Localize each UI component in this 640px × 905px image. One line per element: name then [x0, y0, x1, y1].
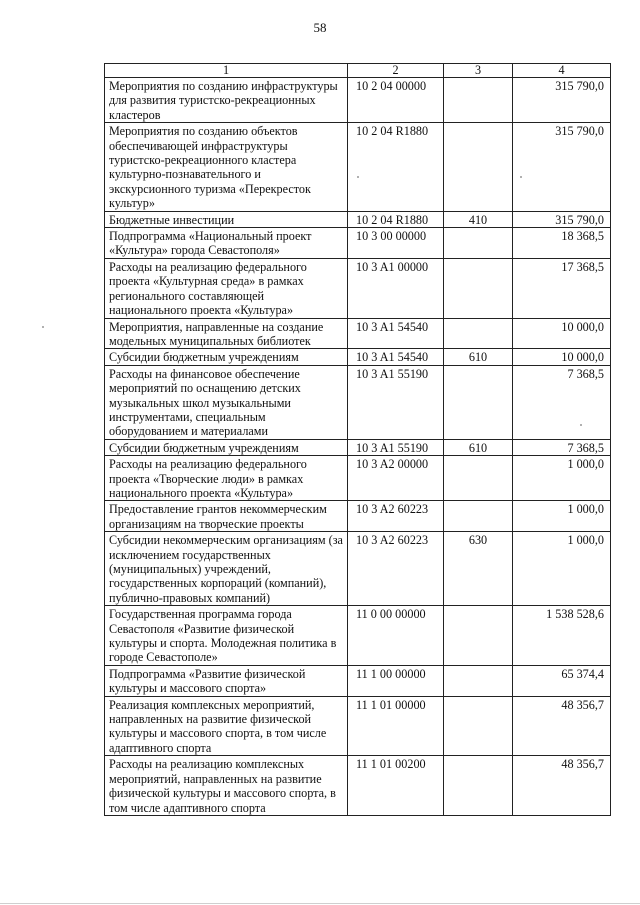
cell-vr [444, 123, 513, 211]
cell-vr [444, 365, 513, 439]
table-header-row [105, 64, 611, 78]
table-row [105, 365, 611, 439]
table-row [105, 501, 611, 532]
table-row [105, 123, 611, 211]
cell-vr: 410 [444, 211, 513, 227]
scan-edge-line [0, 903, 640, 904]
cell-name: Субсидии некоммерческим организациям (за исключением государственных (муниципальных) учреждений, государственных корпораций (компаний), публично-правовых компаний) [105, 532, 348, 606]
cell-code: 10 2 04 R1880 [348, 123, 444, 211]
cell-name: Расходы на реализацию федерального проекта «Культурная среда» в рамках регионального составляющей национального проекта «Культура» [105, 258, 348, 318]
cell-code: 10 3 A1 55190 [348, 439, 444, 455]
cell-code: 10 3 A1 54540 [348, 318, 444, 349]
cell-code: 11 1 01 00200 [348, 756, 444, 816]
cell-code: 10 3 00 00000 [348, 228, 444, 259]
cell-name: Субсидии бюджетным учреждениям [105, 349, 348, 365]
cell-vr [444, 756, 513, 816]
cell-vr: 630 [444, 532, 513, 606]
cell-amount: 315 790,0 [513, 123, 611, 211]
cell-amount: 18 368,5 [513, 228, 611, 259]
header-col-3: 3 [444, 64, 513, 78]
cell-name: Предоставление грантов некоммерческим организациям на творческие проекты [105, 501, 348, 532]
scan-speck [580, 424, 582, 426]
cell-amount: 48 356,7 [513, 696, 611, 756]
cell-amount: 65 374,4 [513, 665, 611, 696]
cell-name: Мероприятия, направленные на создание модельных муниципальных библиотек [105, 318, 348, 349]
table-row [105, 78, 611, 123]
cell-amount: 1 000,0 [513, 501, 611, 532]
cell-code: 10 2 04 00000 [348, 78, 444, 123]
cell-code: 11 1 01 00000 [348, 696, 444, 756]
cell-name: Расходы на реализацию федерального проекта «Творческие люди» в рамках национального проекта «Культура» [105, 456, 348, 501]
cell-vr [444, 456, 513, 501]
cell-code: 10 3 A1 54540 [348, 349, 444, 365]
table-row [105, 228, 611, 259]
cell-amount: 1 000,0 [513, 456, 611, 501]
cell-code: 10 3 A2 00000 [348, 456, 444, 501]
cell-code: 11 1 00 00000 [348, 665, 444, 696]
cell-name: Реализация комплексных мероприятий, направленных на развитие физической культуры и массового спорта, в том числе адаптивного спорта [105, 696, 348, 756]
table-row [105, 756, 611, 816]
cell-vr [444, 665, 513, 696]
cell-code: 10 3 A1 55190 [348, 365, 444, 439]
table-row [105, 696, 611, 756]
cell-code: 10 2 04 R1880 [348, 211, 444, 227]
table-row [105, 439, 611, 455]
cell-amount: 1 538 528,6 [513, 606, 611, 666]
cell-name: Бюджетные инвестиции [105, 211, 348, 227]
cell-vr: 610 [444, 349, 513, 365]
cell-name: Субсидии бюджетным учреждениям [105, 439, 348, 455]
page-number: 58 [313, 20, 327, 35]
cell-vr [444, 258, 513, 318]
cell-amount: 10 000,0 [513, 349, 611, 365]
cell-vr [444, 696, 513, 756]
table-row [105, 456, 611, 501]
cell-amount: 10 000,0 [513, 318, 611, 349]
cell-code: 11 0 00 00000 [348, 606, 444, 666]
cell-amount: 7 368,5 [513, 365, 611, 439]
cell-name: Подпрограмма «Развитие физической культуры и массового спорта» [105, 665, 348, 696]
cell-vr [444, 318, 513, 349]
cell-name: Расходы на финансовое обеспечение мероприятий по оснащению детских музыкальных школ музыкальными инструментами, специальным оборудованием и материалами [105, 365, 348, 439]
cell-amount: 1 000,0 [513, 532, 611, 606]
cell-vr [444, 606, 513, 666]
table-row [105, 532, 611, 606]
cell-amount: 17 368,5 [513, 258, 611, 318]
header-col-4: 4 [513, 64, 611, 78]
cell-code: 10 3 A2 60223 [348, 501, 444, 532]
cell-amount: 48 356,7 [513, 756, 611, 816]
cell-vr [444, 228, 513, 259]
scan-speck [357, 176, 359, 178]
table-row [105, 349, 611, 365]
cell-vr: 610 [444, 439, 513, 455]
scan-speck [520, 176, 522, 178]
table-row [105, 606, 611, 666]
cell-amount: 315 790,0 [513, 78, 611, 123]
cell-vr [444, 78, 513, 123]
cell-code: 10 3 A2 60223 [348, 532, 444, 606]
cell-name: Мероприятия по созданию объектов обеспечивающей инфраструктуры туристско-рекреационного кластера культурно-познавательного и экскурсионного туризма «Перекресток культур» [105, 123, 348, 211]
cell-code: 10 3 A1 00000 [348, 258, 444, 318]
cell-name: Подпрограмма «Национальный проект «Культура» города Севастополя» [105, 228, 348, 259]
cell-name: Расходы на реализацию комплексных мероприятий, направленных на развитие физической культуры и массового спорта, в том числе адаптивного спорта [105, 756, 348, 816]
table-row [105, 318, 611, 349]
table-row [105, 211, 611, 227]
cell-amount: 315 790,0 [513, 211, 611, 227]
header-col-2: 2 [348, 64, 444, 78]
cell-name: Мероприятия по созданию инфраструктуры для развития туристско-рекреационных кластеров [105, 78, 348, 123]
cell-amount: 7 368,5 [513, 439, 611, 455]
table-row [105, 665, 611, 696]
table-row [105, 258, 611, 318]
scan-speck [42, 326, 44, 328]
cell-vr [444, 501, 513, 532]
cell-name: Государственная программа города Севастополя «Развитие физической культуры и спорта. Молодежная политика в городе Севастополе» [105, 606, 348, 666]
header-col-1: 1 [105, 64, 348, 78]
